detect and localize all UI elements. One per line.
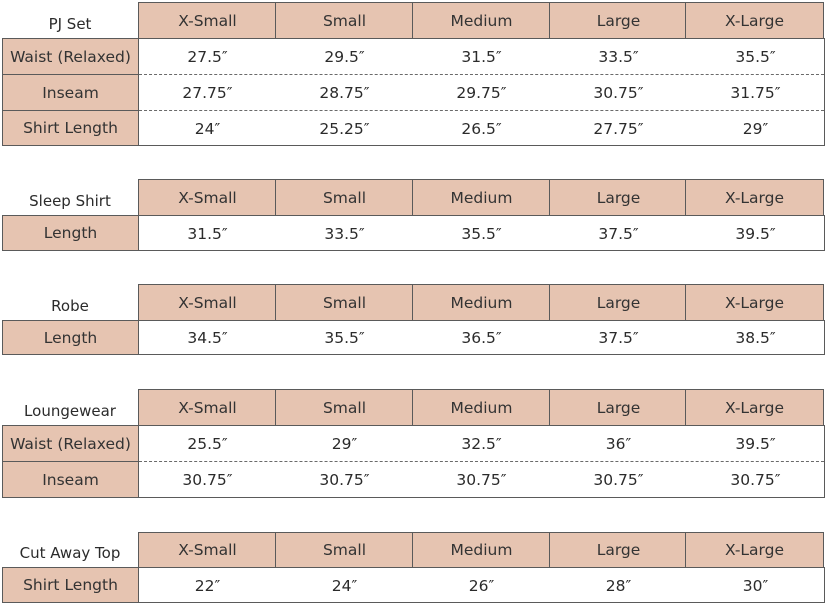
size-header-medium: Medium bbox=[412, 2, 551, 39]
measurement-cell: 33.5″ bbox=[598, 47, 639, 66]
size-header-medium: Medium bbox=[412, 389, 551, 426]
size-header-large: Large bbox=[549, 389, 688, 426]
measurement-cell: 30.75″ bbox=[593, 471, 644, 489]
table-title: Robe bbox=[51, 297, 89, 315]
measurements-body bbox=[138, 567, 825, 603]
table-title: Cut Away Top bbox=[19, 544, 121, 562]
measurement-cell: 29.75″ bbox=[456, 83, 507, 102]
size-header-row bbox=[0, 532, 826, 568]
size-header-small: Small bbox=[275, 284, 414, 321]
measurement-cell: 29″ bbox=[331, 434, 358, 453]
measurement-cell: 35.5″ bbox=[461, 224, 502, 243]
size-header-x-large: X-Large bbox=[685, 532, 824, 568]
measurement-cell: 24″ bbox=[194, 119, 221, 138]
table-row bbox=[139, 39, 824, 75]
size-header-x-large: X-Large bbox=[685, 179, 824, 216]
size-header-small: Small bbox=[275, 2, 414, 39]
measurement-cell: 34.5″ bbox=[187, 329, 228, 347]
measurement-cell: 27.5″ bbox=[187, 47, 228, 66]
measurement-cell: 29.5″ bbox=[324, 47, 365, 66]
table-row bbox=[139, 462, 824, 498]
size-header-large: Large bbox=[549, 284, 688, 321]
pj-set-table bbox=[0, 2, 826, 146]
row-label-waist-relaxed: Waist (Relaxed) bbox=[2, 38, 139, 75]
size-header-x-large: X-Large bbox=[685, 389, 824, 426]
measurement-cell: 22″ bbox=[194, 576, 221, 595]
measurement-cell: 39.5″ bbox=[735, 224, 776, 243]
measurements-body bbox=[138, 320, 825, 355]
measurement-cell: 30.75″ bbox=[182, 471, 233, 489]
size-header-row bbox=[0, 179, 826, 216]
table-row bbox=[139, 568, 824, 603]
size-header-small: Small bbox=[275, 532, 414, 568]
measurement-cell: 39.5″ bbox=[735, 434, 776, 453]
measurement-cell: 35.5″ bbox=[735, 47, 776, 66]
row-label-length: Length bbox=[2, 320, 139, 355]
row-label-waist-relaxed: Waist (Relaxed) bbox=[2, 425, 139, 462]
measurements-body bbox=[138, 38, 825, 146]
table-title: Sleep Shirt bbox=[29, 192, 111, 210]
measurement-cell: 25.5″ bbox=[187, 434, 228, 453]
size-header-x-small: X-Small bbox=[138, 2, 277, 39]
measurement-cell: 30.75″ bbox=[319, 471, 370, 489]
table-row bbox=[139, 75, 824, 111]
measurement-cell: 28″ bbox=[605, 576, 632, 595]
measurement-cell: 29″ bbox=[742, 119, 769, 138]
measurement-cell: 31.75″ bbox=[730, 83, 781, 102]
measurements-body bbox=[138, 215, 825, 251]
measurement-cell: 26″ bbox=[468, 576, 495, 595]
size-header-medium: Medium bbox=[412, 532, 551, 568]
measurement-cell: 36″ bbox=[605, 434, 632, 453]
measurement-cell: 30.75″ bbox=[593, 83, 644, 102]
size-header-row bbox=[0, 2, 826, 39]
measurement-cell: 30.75″ bbox=[456, 471, 507, 489]
sleep-shirt-table bbox=[0, 179, 826, 251]
table-row bbox=[139, 321, 824, 355]
measurement-cell: 28.75″ bbox=[319, 83, 370, 102]
table-row bbox=[139, 216, 824, 251]
size-header-medium: Medium bbox=[412, 179, 551, 216]
measurement-cell: 26.5″ bbox=[461, 119, 502, 138]
measurements-body bbox=[138, 425, 825, 498]
measurement-cell: 37.5″ bbox=[598, 329, 639, 347]
measurement-cell: 31.5″ bbox=[187, 224, 228, 243]
table-row bbox=[139, 426, 824, 462]
measurement-cell: 36.5″ bbox=[461, 329, 502, 347]
cut-away-top-table bbox=[0, 532, 826, 603]
measurement-cell: 31.5″ bbox=[461, 47, 502, 66]
measurement-cell: 37.5″ bbox=[598, 224, 639, 243]
table-title: PJ Set bbox=[48, 15, 92, 33]
measurement-cell: 27.75″ bbox=[593, 119, 644, 138]
row-label-inseam: Inseam bbox=[2, 461, 139, 498]
measurement-cell: 27.75″ bbox=[182, 83, 233, 102]
measurement-cell: 33.5″ bbox=[324, 224, 365, 243]
size-header-x-small: X-Small bbox=[138, 532, 277, 568]
table-row bbox=[139, 111, 824, 146]
size-header-row bbox=[0, 389, 826, 426]
size-header-row bbox=[0, 284, 826, 321]
row-label-inseam: Inseam bbox=[2, 74, 139, 111]
loungewear-table bbox=[0, 389, 826, 498]
size-header-x-large: X-Large bbox=[685, 284, 824, 321]
size-header-medium: Medium bbox=[412, 284, 551, 321]
size-header-large: Large bbox=[549, 179, 688, 216]
measurement-cell: 30″ bbox=[742, 576, 769, 595]
row-label-length: Length bbox=[2, 215, 139, 251]
size-header-large: Large bbox=[549, 2, 688, 39]
size-header-x-small: X-Small bbox=[138, 389, 277, 426]
size-header-small: Small bbox=[275, 389, 414, 426]
robe-table bbox=[0, 284, 826, 355]
size-header-x-small: X-Small bbox=[138, 284, 277, 321]
size-header-large: Large bbox=[549, 532, 688, 568]
measurement-cell: 25.25″ bbox=[319, 119, 370, 138]
measurement-cell: 32.5″ bbox=[461, 434, 502, 453]
row-label-shirt-length: Shirt Length bbox=[2, 567, 139, 603]
measurement-cell: 24″ bbox=[331, 576, 358, 595]
measurement-cell: 30.75″ bbox=[730, 471, 781, 489]
measurement-cell: 35.5″ bbox=[324, 329, 365, 347]
table-title: Loungewear bbox=[24, 402, 116, 420]
size-header-x-small: X-Small bbox=[138, 179, 277, 216]
measurement-cell: 38.5″ bbox=[735, 329, 776, 347]
row-label-shirt-length: Shirt Length bbox=[2, 110, 139, 146]
size-header-x-large: X-Large bbox=[685, 2, 824, 39]
size-header-small: Small bbox=[275, 179, 414, 216]
